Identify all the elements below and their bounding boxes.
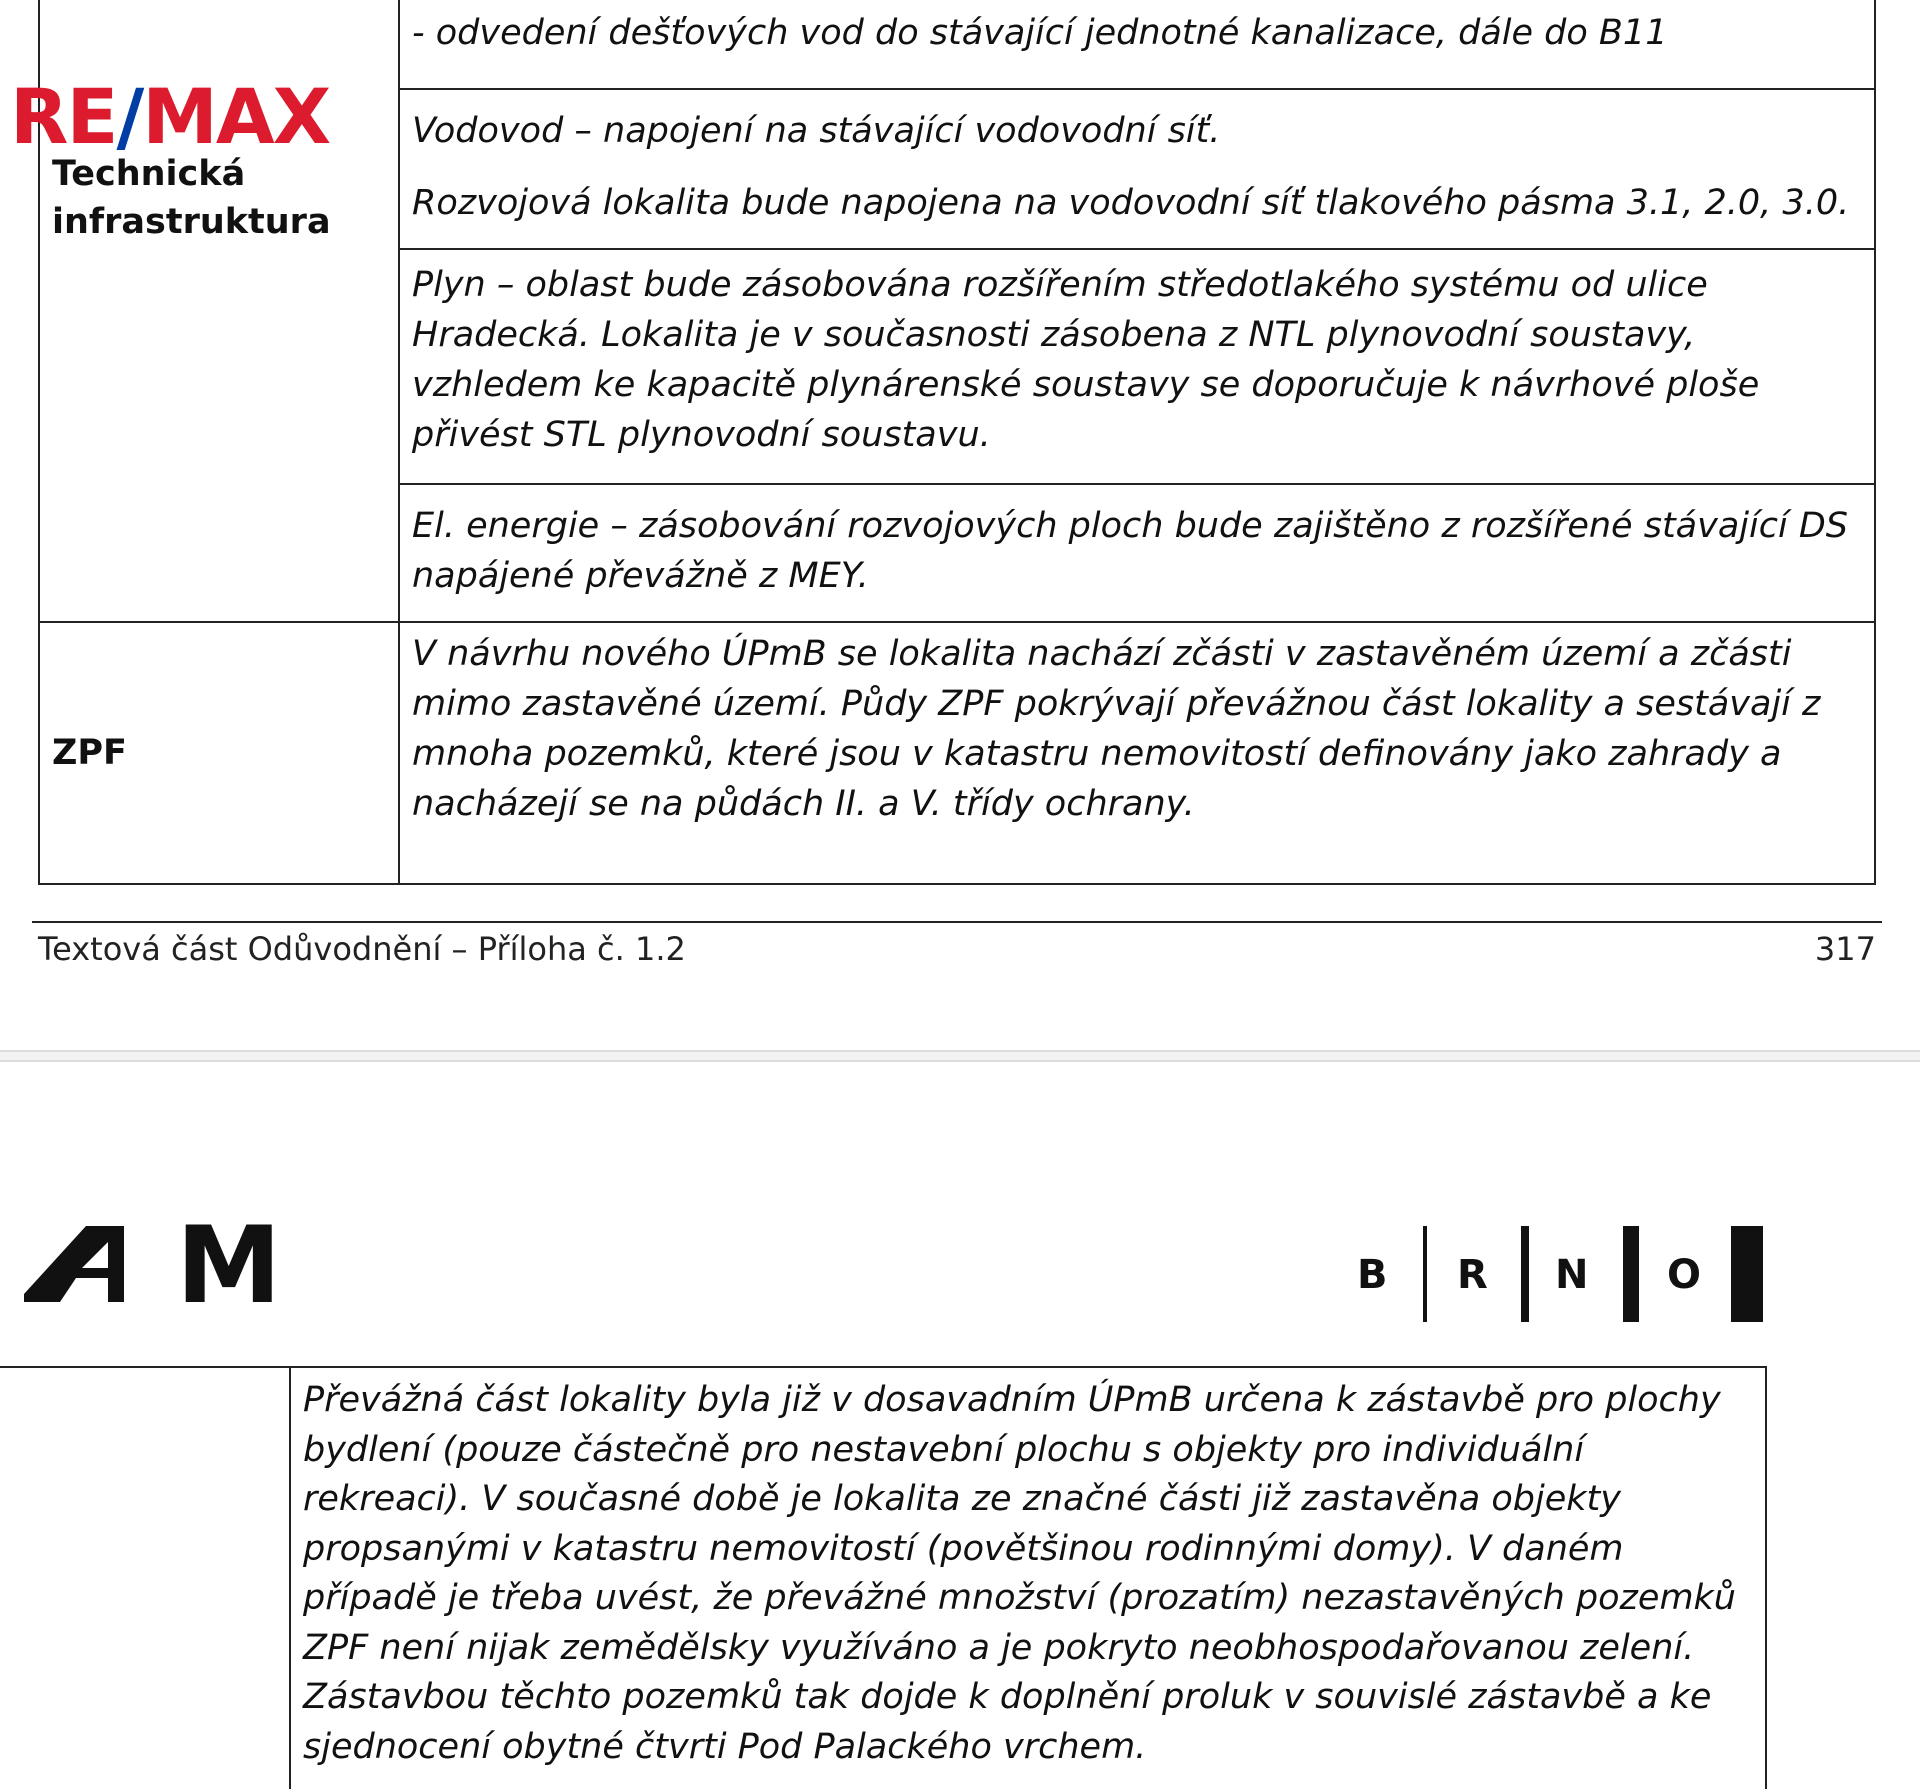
brno-logo: [1355, 1222, 1775, 1330]
label-technical-infrastructure-text: Technická infrastruktura: [52, 154, 331, 242]
brno-letter-n: N: [1555, 1252, 1589, 1298]
brno-bar-1: [1423, 1226, 1427, 1322]
brno-bar-4: [1731, 1226, 1763, 1322]
continuation-text: Převážná část lokality byla již v dosavadním ÚPmB určena k zástavbě pro plochy bydlení (pouze částečně pro nestavební plochu s objekty pro individuální rekreaci). V současné době je lokalita ze značné části již zastavěna objekty propsanými v katastru nemovitostí (povětšinou rodinnými domy). V daném případě je třeba uvést, že převážné množství (prozatím) nezastavěných pozemků ZPF není nijak zemědělsky využíváno a je pokryto neobhospodařovanou zelení. Zástavbou těchto pozemků tak dojde k doplnění proluk v souvislé zástavbě a ke sjednocení obytné čtvrti Pod Palackého vrchem.: [303, 1380, 1736, 1767]
brno-letter-r: R: [1457, 1252, 1488, 1298]
remax-logo: [10, 72, 329, 161]
row-water-supply: [399, 89, 1875, 249]
row-gas: [399, 249, 1875, 484]
row-electricity-text: El. energie – zásobování rozvojových ploch bude zajištěno z rozšířené stávající DS napájené převážně z MEY.: [412, 506, 1848, 596]
row-water-supply-text-2: Rozvojová lokalita bude napojena na vodovodní síť tlakového pásma 3.1, 2.0, 3.0.: [412, 183, 1850, 223]
row-electricity: [399, 484, 1875, 622]
kam-logo-icon: [24, 1218, 274, 1310]
continuation-cell: [290, 1367, 1766, 1789]
footer-page-number: 317: [1814, 930, 1876, 968]
row-rainwater: [399, 0, 1875, 89]
remax-logo-max: MAX: [142, 72, 330, 161]
page-separator: [0, 1050, 1920, 1062]
row-rainwater-text: - odvedení dešťových vod do stávající jednotné kanalizace, dále do B11: [412, 13, 1668, 53]
brno-letter-o: O: [1667, 1252, 1702, 1298]
brno-logo-icon: [1355, 1222, 1775, 1326]
brno-bar-3: [1623, 1226, 1639, 1322]
brno-bar-2: [1521, 1226, 1529, 1322]
remax-logo-slash: /: [116, 72, 143, 161]
label-zpf-text: ZPF: [52, 733, 127, 773]
remax-logo-re: RE: [10, 72, 117, 161]
row-zpf-text: V návrhu nového ÚPmB se lokalita nachází zčásti v zastavěném území a zčásti mimo zastavěné území. Půdy ZPF pokrývají převážnou část lokality a sestávají z mnoha pozemků, které jsou v katastru nemovitostí definovány jako zahrady a nacházejí se na půdách II. a V. třídy ochrany.: [412, 634, 1821, 824]
brno-letter-b: B: [1357, 1252, 1388, 1298]
footer-document-title: Textová část Odůvodnění – Příloha č. 1.2: [38, 930, 686, 968]
kam-logo-letter: M: [176, 1218, 274, 1310]
row-zpf: [399, 622, 1875, 884]
row-water-supply-text-1: Vodovod – napojení na stávající vodovodní síť.: [412, 111, 1221, 151]
footer-divider: [32, 921, 1882, 923]
continuation-table: [289, 1366, 1767, 1789]
label-zpf: [39, 622, 399, 884]
continuation-table-left-rule: [0, 1366, 291, 1368]
kam-logo-triangle: [24, 1226, 124, 1302]
kam-logo: [24, 1218, 274, 1314]
row-gas-text: Plyn – oblast bude zásobována rozšířením středotlakého systému od ulice Hradecká. Lokalita je v současnosti zásobena z NTL plynovodní soustavy, vzhledem ke kapacitě plynárenské soustavy se doporučuje k návrhové ploše přivést STL plynovodní soustavu.: [412, 265, 1760, 455]
